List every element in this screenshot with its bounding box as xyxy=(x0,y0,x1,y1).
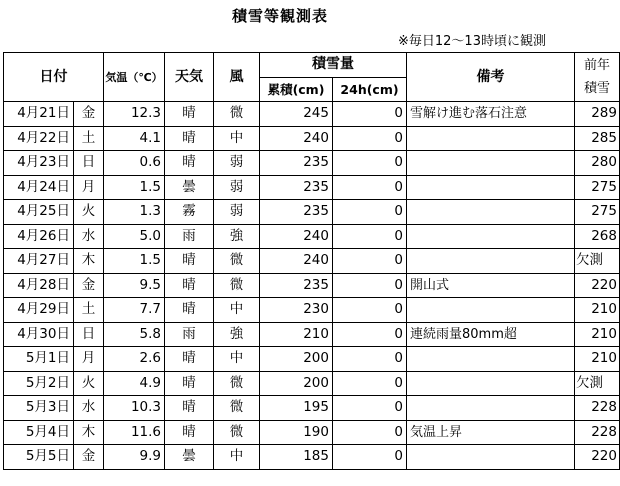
date-cell: 4月29日 xyxy=(4,298,74,323)
weather-cell: 晴 xyxy=(165,396,214,421)
temperature-cell: 4.1 xyxy=(104,126,165,151)
remarks-cell xyxy=(407,298,575,323)
table-row xyxy=(4,175,620,200)
day-of-week-cell: 火 xyxy=(74,371,104,396)
snow-cumulative-cell: 210 xyxy=(260,322,333,347)
observation-note: ※毎日12～13時頃に観測 xyxy=(398,34,546,49)
temperature-cell: 2.6 xyxy=(104,347,165,372)
day-of-week-cell: 木 xyxy=(74,420,104,445)
table-row xyxy=(4,322,620,347)
table-row xyxy=(4,445,620,470)
weather-cell: 晴 xyxy=(165,273,214,298)
snow-24h-cell: 0 xyxy=(333,420,407,445)
weather-cell: 雨 xyxy=(165,322,214,347)
temperature-cell: 12.3 xyxy=(104,102,165,127)
previous-year-snow-cell: 210 xyxy=(575,347,620,372)
snow-24h-cell: 0 xyxy=(333,347,407,372)
date-cell: 4月25日 xyxy=(4,200,74,225)
remarks-cell xyxy=(407,200,575,225)
table-row xyxy=(4,273,620,298)
day-of-week-cell: 土 xyxy=(74,126,104,151)
previous-year-snow-cell: 280 xyxy=(575,151,620,176)
day-of-week-cell: 水 xyxy=(74,224,104,249)
snow-cumulative-cell: 185 xyxy=(260,445,333,470)
header-previous-year-line1: 前年 xyxy=(583,58,610,73)
remarks-cell xyxy=(407,175,575,200)
header-previous-year-snow xyxy=(575,53,620,102)
previous-year-snow-cell: 210 xyxy=(575,322,620,347)
remarks-cell xyxy=(407,396,575,421)
temperature-cell: 7.7 xyxy=(104,298,165,323)
wind-cell: 中 xyxy=(214,347,260,372)
snow-cumulative-cell: 240 xyxy=(260,126,333,151)
snow-cumulative-cell: 235 xyxy=(260,200,333,225)
snow-24h-cell: 0 xyxy=(333,151,407,176)
header-snow-amount: 積雪量 xyxy=(260,53,407,78)
snow-24h-cell: 0 xyxy=(333,224,407,249)
day-of-week-cell: 日 xyxy=(74,151,104,176)
remarks-cell xyxy=(407,371,575,396)
previous-year-snow-cell: 228 xyxy=(575,420,620,445)
snow-cumulative-cell: 235 xyxy=(260,175,333,200)
previous-year-snow-cell: 欠測 xyxy=(575,371,620,396)
snow-24h-cell: 0 xyxy=(333,371,407,396)
remarks-cell: 気温上昇 xyxy=(407,420,575,445)
temperature-cell: 1.5 xyxy=(104,249,165,274)
snow-24h-cell: 0 xyxy=(333,200,407,225)
table-row xyxy=(4,420,620,445)
date-cell: 5月2日 xyxy=(4,371,74,396)
wind-cell: 中 xyxy=(214,445,260,470)
remarks-cell xyxy=(407,347,575,372)
table-row xyxy=(4,371,620,396)
previous-year-snow-cell: 289 xyxy=(575,102,620,127)
wind-cell: 微 xyxy=(214,396,260,421)
snow-cumulative-cell: 245 xyxy=(260,102,333,127)
date-cell: 5月4日 xyxy=(4,420,74,445)
wind-cell: 強 xyxy=(214,322,260,347)
weather-cell: 晴 xyxy=(165,347,214,372)
weather-cell: 晴 xyxy=(165,126,214,151)
previous-year-snow-cell: 220 xyxy=(575,445,620,470)
remarks-cell: 連続雨量80mm超 xyxy=(407,322,575,347)
snow-24h-cell: 0 xyxy=(333,445,407,470)
day-of-week-cell: 金 xyxy=(74,102,104,127)
wind-cell: 弱 xyxy=(214,175,260,200)
date-cell: 4月24日 xyxy=(4,175,74,200)
previous-year-snow-cell: 285 xyxy=(575,126,620,151)
day-of-week-cell: 日 xyxy=(74,322,104,347)
remarks-cell: 雪解け進む落石注意 xyxy=(407,102,575,127)
day-of-week-cell: 土 xyxy=(74,298,104,323)
remarks-cell xyxy=(407,224,575,249)
day-of-week-cell: 木 xyxy=(74,249,104,274)
snow-24h-cell: 0 xyxy=(333,273,407,298)
temperature-cell: 9.5 xyxy=(104,273,165,298)
wind-cell: 弱 xyxy=(214,200,260,225)
table-row xyxy=(4,224,620,249)
temperature-cell: 1.5 xyxy=(104,175,165,200)
table-row xyxy=(4,200,620,225)
wind-cell: 微 xyxy=(214,249,260,274)
table-row xyxy=(4,298,620,323)
remarks-cell xyxy=(407,249,575,274)
day-of-week-cell: 火 xyxy=(74,200,104,225)
wind-cell: 微 xyxy=(214,102,260,127)
snow-cumulative-cell: 200 xyxy=(260,371,333,396)
remarks-cell xyxy=(407,126,575,151)
previous-year-snow-cell: 210 xyxy=(575,298,620,323)
previous-year-snow-cell: 275 xyxy=(575,200,620,225)
date-cell: 4月27日 xyxy=(4,249,74,274)
temperature-cell: 10.3 xyxy=(104,396,165,421)
temperature-cell: 9.9 xyxy=(104,445,165,470)
previous-year-snow-cell: 228 xyxy=(575,396,620,421)
table-row xyxy=(4,151,620,176)
temperature-cell: 0.6 xyxy=(104,151,165,176)
previous-year-snow-cell: 220 xyxy=(575,273,620,298)
remarks-cell xyxy=(407,445,575,470)
snow-cumulative-cell: 235 xyxy=(260,151,333,176)
header-date: 日付 xyxy=(4,53,104,102)
snow-cumulative-cell: 230 xyxy=(260,298,333,323)
snow-24h-cell: 0 xyxy=(333,249,407,274)
weather-cell: 霧 xyxy=(165,200,214,225)
header-previous-year-line2: 積雪 xyxy=(583,81,610,96)
weather-cell: 晴 xyxy=(165,420,214,445)
previous-year-snow-cell: 欠測 xyxy=(575,249,620,274)
table-row xyxy=(4,396,620,421)
date-cell: 4月21日 xyxy=(4,102,74,127)
weather-cell: 曇 xyxy=(165,175,214,200)
snow-24h-cell: 0 xyxy=(333,396,407,421)
weather-cell: 晴 xyxy=(165,102,214,127)
weather-cell: 晴 xyxy=(165,371,214,396)
temperature-cell: 4.9 xyxy=(104,371,165,396)
date-cell: 5月1日 xyxy=(4,347,74,372)
temperature-cell: 5.8 xyxy=(104,322,165,347)
date-cell: 5月5日 xyxy=(4,445,74,470)
wind-cell: 中 xyxy=(214,298,260,323)
day-of-week-cell: 月 xyxy=(74,175,104,200)
table-row xyxy=(4,347,620,372)
weather-cell: 晴 xyxy=(165,298,214,323)
date-cell: 4月22日 xyxy=(4,126,74,151)
snow-24h-cell: 0 xyxy=(333,322,407,347)
table-row xyxy=(4,249,620,274)
table-body xyxy=(4,102,620,470)
header-temperature: 気温（℃） xyxy=(104,53,165,102)
header-remarks: 備考 xyxy=(407,53,575,102)
temperature-cell: 11.6 xyxy=(104,420,165,445)
snow-24h-cell: 0 xyxy=(333,175,407,200)
snow-24h-cell: 0 xyxy=(333,298,407,323)
snow-24h-cell: 0 xyxy=(333,102,407,127)
date-cell: 4月26日 xyxy=(4,224,74,249)
weather-cell: 晴 xyxy=(165,249,214,274)
remarks-cell: 開山式 xyxy=(407,273,575,298)
date-cell: 4月28日 xyxy=(4,273,74,298)
snow-cumulative-cell: 195 xyxy=(260,396,333,421)
page-title: 積雪等観測表 xyxy=(231,7,328,25)
snow-cumulative-cell: 200 xyxy=(260,347,333,372)
weather-cell: 曇 xyxy=(165,445,214,470)
date-cell: 5月3日 xyxy=(4,396,74,421)
day-of-week-cell: 金 xyxy=(74,445,104,470)
snow-24h-cell: 0 xyxy=(333,126,407,151)
table-row xyxy=(4,126,620,151)
weather-cell: 雨 xyxy=(165,224,214,249)
date-cell: 4月30日 xyxy=(4,322,74,347)
wind-cell: 中 xyxy=(214,126,260,151)
temperature-cell: 5.0 xyxy=(104,224,165,249)
wind-cell: 微 xyxy=(214,420,260,445)
previous-year-snow-cell: 275 xyxy=(575,175,620,200)
remarks-cell xyxy=(407,151,575,176)
header-wind: 風 xyxy=(214,53,260,102)
snow-cumulative-cell: 240 xyxy=(260,224,333,249)
date-cell: 4月23日 xyxy=(4,151,74,176)
weather-cell: 晴 xyxy=(165,151,214,176)
wind-cell: 強 xyxy=(214,224,260,249)
day-of-week-cell: 水 xyxy=(74,396,104,421)
wind-cell: 弱 xyxy=(214,151,260,176)
header-snow-24h: 24h(cm) xyxy=(333,77,407,102)
wind-cell: 微 xyxy=(214,273,260,298)
table-row xyxy=(4,102,620,127)
snow-cumulative-cell: 235 xyxy=(260,273,333,298)
day-of-week-cell: 月 xyxy=(74,347,104,372)
wind-cell: 微 xyxy=(214,371,260,396)
temperature-cell: 1.3 xyxy=(104,200,165,225)
snow-cumulative-cell: 190 xyxy=(260,420,333,445)
header-weather: 天気 xyxy=(165,53,214,102)
snow-cumulative-cell: 240 xyxy=(260,249,333,274)
previous-year-snow-cell: 268 xyxy=(575,224,620,249)
header-snow-cumulative: 累積(cm) xyxy=(260,77,333,102)
snow-observation-table xyxy=(3,52,620,470)
day-of-week-cell: 金 xyxy=(74,273,104,298)
